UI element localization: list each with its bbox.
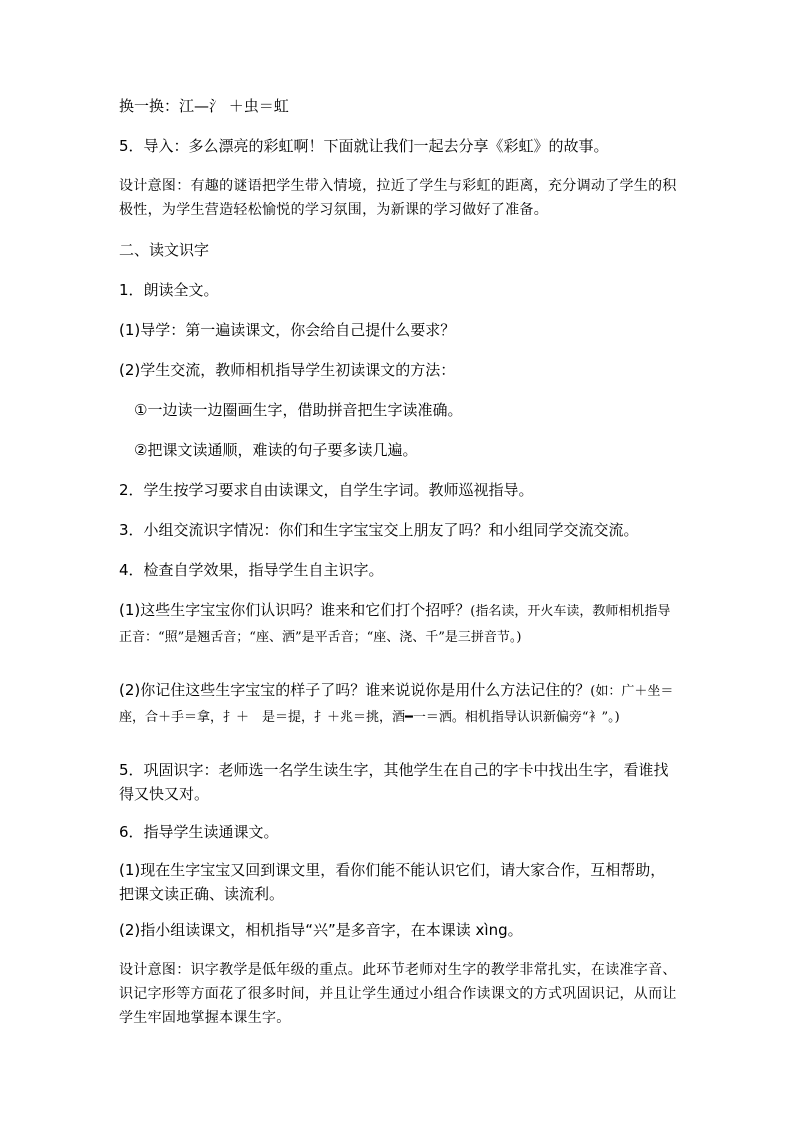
step-1-sub-2: (2)学生交流，教师相机指导学生初读课文的方法： bbox=[119, 361, 456, 379]
step-2: 2．学生按学习要求自由读课文，自学生字词。教师巡视指导。 bbox=[119, 481, 534, 499]
riddle-line: 换一换：江—氵 ＋虫＝虹 bbox=[119, 97, 289, 115]
method-item-2: ②把课文读通顺，难读的句子要多读几遍。 bbox=[134, 441, 418, 459]
step-6: 6．指导学生读通课文。 bbox=[119, 823, 279, 841]
step-4-sub-2 bbox=[119, 678, 679, 730]
step-4-sub-2-text: (2)你记住这些生字宝宝的样子了吗？谁来说说你是用什么方法记住的？ bbox=[119, 681, 591, 699]
step-4-sub-2-note: (如：广＋坐＝座，合＋手＝拿，扌＋ 是＝提，扌＋兆＝挑，酒━一＝洒。相机指导认识新偏旁“衤”。) bbox=[119, 684, 674, 725]
step-4: 4．检查自学效果，指导学生自主识字。 bbox=[119, 561, 384, 579]
method-item-1: ①一边读一边圈画生字，借助拼音把生字读准确。 bbox=[134, 401, 463, 419]
step-4-sub-1-note: (指名读，开火车读，教师相机指导正音：“照”是翘舌音；“座、洒”是平舌音；“座、浇、千”是三拼音节。) bbox=[119, 604, 671, 645]
step-6-sub-2: (2)指小组读课文，相机指导“兴”是多音字，在本课读 xìng。 bbox=[119, 921, 523, 939]
design-intent-2: 设计意图：识字教学是低年级的重点。此环节老师对生字的教学非常扎实，在读准字音、识记字形等方面花了很多时间，并且让学生通过小组合作读课文的方式巩固识记，从而让学生牢固地掌握本课生字。 bbox=[119, 962, 677, 1026]
step-4-sub-1-text: (1)这些生字宝宝你们认识吗？谁来和它们打个招呼？ bbox=[119, 601, 471, 619]
step-1-sub-1: (1)导学：第一遍读课文，你会给自己提什么要求？ bbox=[119, 321, 456, 339]
section-heading-2: 二、读文识字 bbox=[119, 241, 210, 259]
step-3: 3．小组交流识字情况：你们和生字宝宝交上朋友了吗？和小组同学交流交流。 bbox=[119, 521, 639, 539]
step-6-sub-1: (1)现在生字宝宝又回到课文里，看你们能不能认识它们，请大家合作，互相帮助，把课文读正确、读流利。 bbox=[119, 861, 666, 903]
step-1: 1．朗读全文。 bbox=[119, 281, 219, 299]
design-intent-1: 设计意图：有趣的谜语把学生带入情境，拉近了学生与彩虹的距离，充分调动了学生的积极性，为学生营造轻松愉悦的学习氛围，为新课的学习做好了准备。 bbox=[119, 178, 677, 218]
step-4-sub-1 bbox=[119, 598, 679, 650]
intro-step-5: 5．导入：多么漂亮的彩虹啊！下面就让我们一起去分享《彩虹》的故事。 bbox=[119, 137, 609, 155]
consolidate-step-5: 5．巩固识字：老师选一名学生读生字，其他学生在自己的字卡中找出生字，看谁找得又快又对。 bbox=[119, 761, 669, 803]
